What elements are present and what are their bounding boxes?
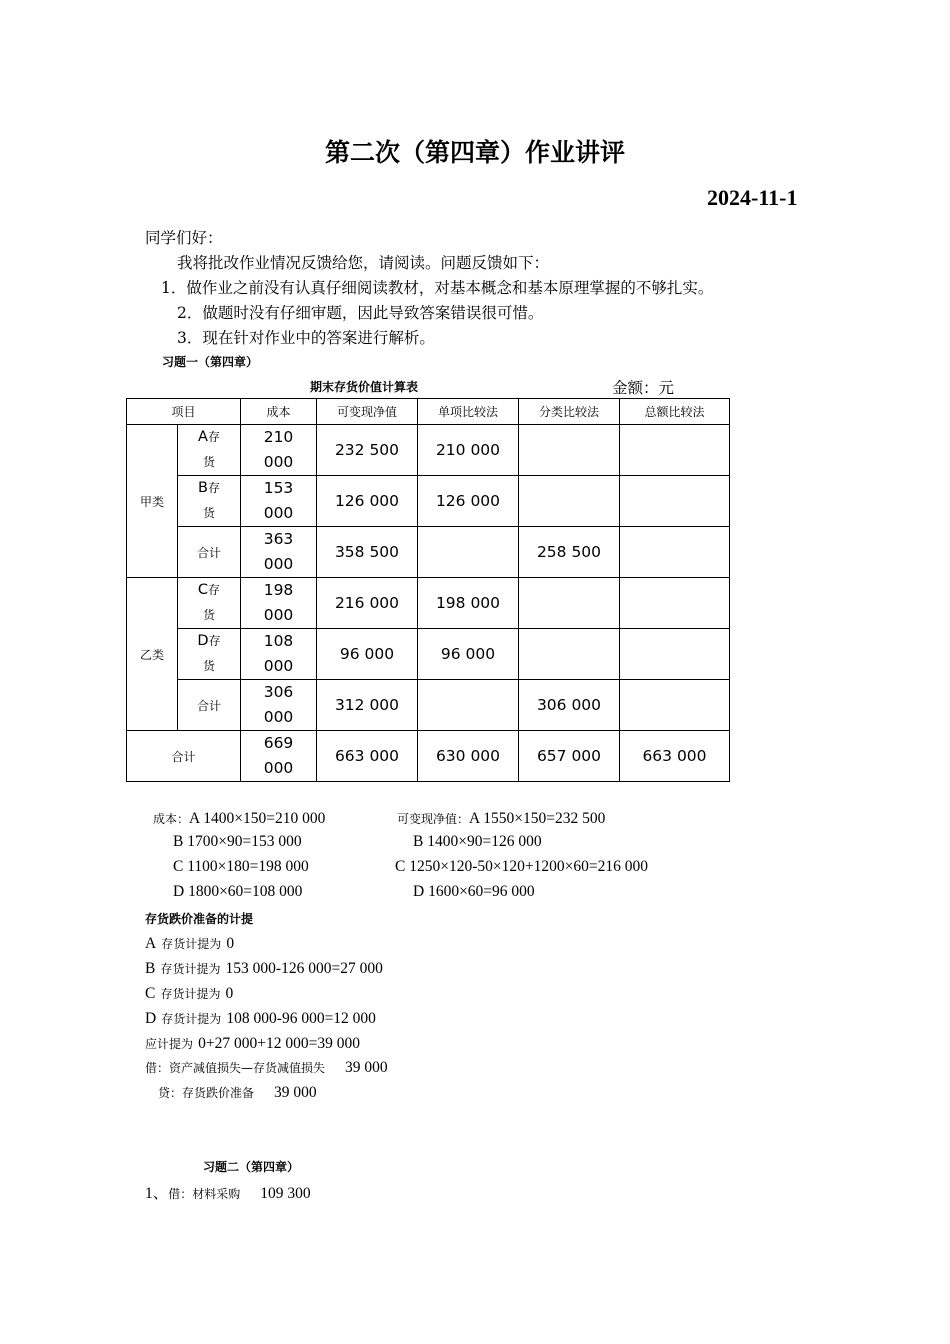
- category-cell: [519, 425, 620, 476]
- cost-cell: 363 000: [241, 527, 317, 578]
- cost-calc-line: 成本：A 1400×150=210 000: [153, 810, 326, 827]
- nrv-cell: 216 000: [317, 578, 418, 629]
- intro-paragraph: 我将批改作业情况反馈给您，请阅读。问题反馈如下：: [177, 254, 550, 272]
- single-cell: 126 000: [418, 476, 519, 527]
- amount-unit: 金额：元: [612, 379, 675, 397]
- greeting: 同学们好：: [145, 229, 223, 247]
- table-row: [127, 425, 730, 476]
- grand-total-label: 合计: [127, 731, 241, 782]
- cost-cell: 669 000: [241, 731, 317, 782]
- provision-line: A 存货计提为 0: [145, 935, 235, 952]
- header-category: 分类比较法: [519, 399, 620, 425]
- table-row: [127, 680, 730, 731]
- inventory-valuation-table: [126, 398, 730, 782]
- provision-heading: 存货跌价准备的计提: [145, 912, 254, 926]
- table-row: [127, 527, 730, 578]
- single-cell: [418, 680, 519, 731]
- nrv-cell: 232 500: [317, 425, 418, 476]
- single-cell: 198 000: [418, 578, 519, 629]
- single-cell: 630 000: [418, 731, 519, 782]
- single-cell: 210 000: [418, 425, 519, 476]
- total-cell: [620, 578, 730, 629]
- exercise-2-heading: 习题二（第四章）: [203, 1160, 300, 1174]
- provision-total-line: 应计提为 0+27 000+12 000=39 000: [145, 1035, 360, 1052]
- exercise-2-entry: 1、借：材料采购 109 300: [145, 1185, 311, 1202]
- nrv-calc-line: C 1250×120-50×120+1200×60=216 000: [395, 858, 648, 875]
- nrv-cell: 96 000: [317, 629, 418, 680]
- header-cost: 成本: [241, 399, 317, 425]
- nrv-calc-line: B 1400×90=126 000: [413, 833, 542, 850]
- cost-cell: 210 000: [241, 425, 317, 476]
- item-cell: B存 货: [178, 476, 241, 527]
- table-row: [127, 731, 730, 782]
- feedback-point-1: 1．做作业之前没有认真仔细阅读教材，对基本概念和基本原理掌握的不够扎实。: [161, 279, 714, 297]
- cost-cell: 306 000: [241, 680, 317, 731]
- table-header-row: [127, 399, 730, 425]
- feedback-point-3: 3．现在针对作业中的答案进行解析。: [177, 329, 435, 347]
- group-label-b: 乙类: [127, 578, 178, 731]
- cost-cell: 153 000: [241, 476, 317, 527]
- single-cell: [418, 527, 519, 578]
- total-cell: [620, 629, 730, 680]
- provision-line: B 存货计提为 153 000-126 000=27 000: [145, 960, 383, 977]
- total-cell: 663 000: [620, 731, 730, 782]
- category-cell: [519, 578, 620, 629]
- category-cell: [519, 476, 620, 527]
- header-item: 项目: [127, 399, 241, 425]
- category-cell: 657 000: [519, 731, 620, 782]
- nrv-calc-line: 可变现净值：A 1550×150=232 500: [397, 810, 606, 827]
- subtotal-label: 合计: [178, 680, 241, 731]
- nrv-cell: 663 000: [317, 731, 418, 782]
- credit-entry: 贷：存货跌价准备 39 000: [158, 1084, 317, 1101]
- cost-calc-line: B 1700×90=153 000: [173, 833, 302, 850]
- debit-entry: 借：资产减值损失—存货减值损失 39 000: [145, 1059, 388, 1076]
- total-cell: [620, 680, 730, 731]
- item-cell: C存 货: [178, 578, 241, 629]
- total-cell: [620, 476, 730, 527]
- header-total: 总额比较法: [620, 399, 730, 425]
- category-cell: [519, 629, 620, 680]
- cost-calc-line: C 1100×180=198 000: [173, 858, 309, 875]
- table-row: [127, 578, 730, 629]
- total-cell: [620, 425, 730, 476]
- table-row: [127, 476, 730, 527]
- nrv-cell: 126 000: [317, 476, 418, 527]
- category-cell: 258 500: [519, 527, 620, 578]
- item-cell: D存 货: [178, 629, 241, 680]
- cost-cell: 108 000: [241, 629, 317, 680]
- document-date: 2024-11-1: [707, 185, 798, 210]
- single-cell: 96 000: [418, 629, 519, 680]
- table-row: [127, 629, 730, 680]
- category-cell: 306 000: [519, 680, 620, 731]
- header-single: 单项比较法: [418, 399, 519, 425]
- cost-calc-line: D 1800×60=108 000: [173, 883, 303, 900]
- header-nrv: 可变现净值: [317, 399, 418, 425]
- exercise-1-heading: 习题一（第四章）: [162, 355, 259, 369]
- nrv-calc-line: D 1600×60=96 000: [413, 883, 535, 900]
- subtotal-label: 合计: [178, 527, 241, 578]
- cost-cell: 198 000: [241, 578, 317, 629]
- provision-line: D 存货计提为 108 000-96 000=12 000: [145, 1010, 376, 1027]
- table-title: 期末存货价值计算表: [310, 380, 419, 394]
- total-cell: [620, 527, 730, 578]
- feedback-point-2: 2．做题时没有仔细审题，因此导致答案错误很可惜。: [177, 304, 544, 322]
- nrv-cell: 312 000: [317, 680, 418, 731]
- group-label-a: 甲类: [127, 425, 178, 578]
- item-cell: A存 货: [178, 425, 241, 476]
- provision-line: C 存货计提为 0: [145, 985, 234, 1002]
- nrv-cell: 358 500: [317, 527, 418, 578]
- page-title: 第二次（第四章）作业讲评: [324, 138, 625, 167]
